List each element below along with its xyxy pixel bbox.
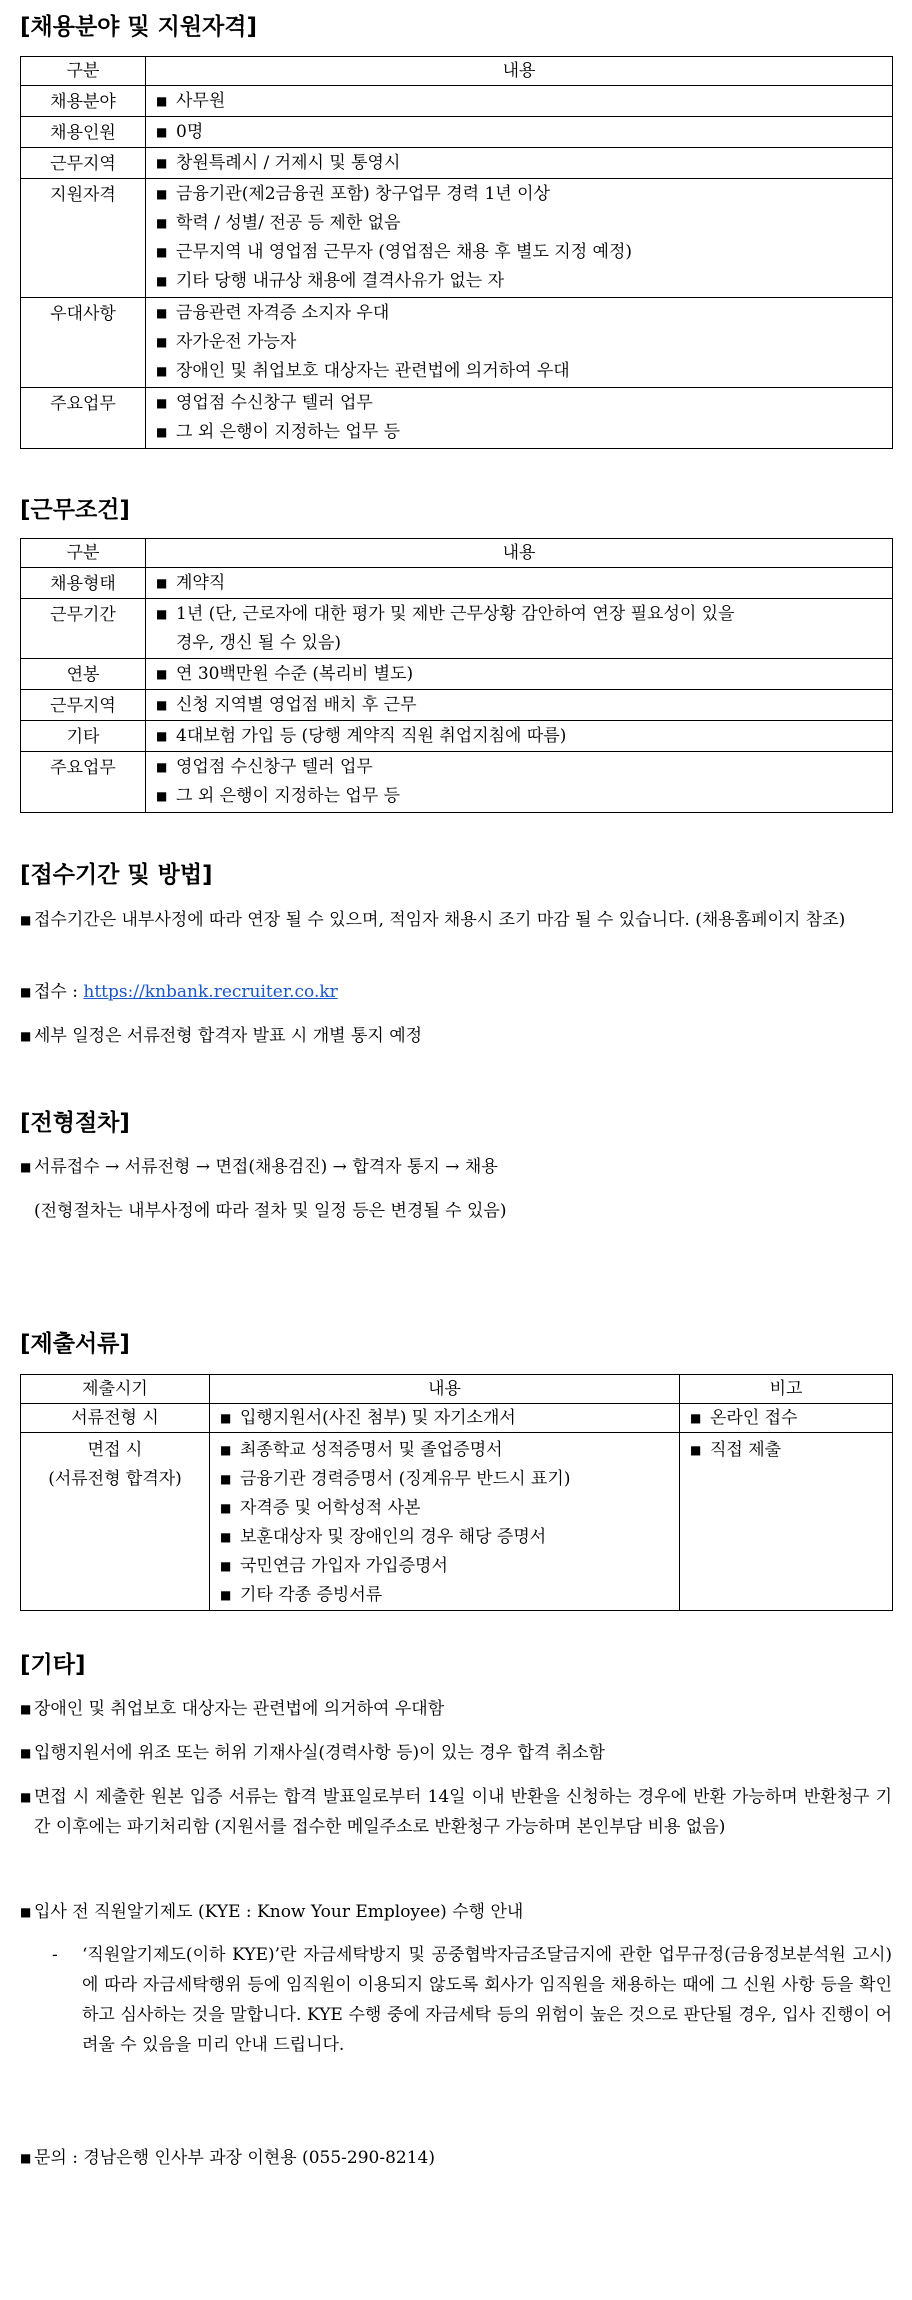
schedule-notice-text: ■ 세부 일정은 서류전형 합격자 발표 시 개별 통지 예정	[20, 1026, 423, 1046]
row-item: ■ 영업점 수신창구 텔러 업무	[156, 757, 373, 777]
row-label: 채용인원	[21, 117, 146, 148]
process-flow: ■ 서류접수 → 서류전형 → 면접(채용검진) → 합격자 통지 → 채용	[20, 1157, 498, 1177]
row-label: 주요업무	[21, 752, 146, 813]
row-item: ■ 학력 / 성별/ 전공 등 제한 없음	[156, 213, 401, 233]
row-item: ■ 보훈대상자 및 장애인의 경우 해당 증명서	[220, 1527, 547, 1547]
kye-explanation: - ‘직원알기제도(이하 KYE)’란 자금세탁방지 및 공중협박자금조달금지에 관한 업무규정(금융정보분석원 고시)에 따라 자금세탁행위 등에 임직원이 이용되지 않도록 회사가 임직원을 채용하는 때에 그 신원 사항 등을 확인하고 심사하는 것을 말합니다. KYE 수행 중에 자금세탁 등의 위험이 높은 것으로 판단될 경우, 입사 진행이 어려울 수 있음을 미리 안내 드립니다.	[52, 1945, 892, 2055]
row-label: 우대사항	[21, 298, 146, 388]
row-item: ■ 금융기관 경력증명서 (징계유무 반드시 표기)	[220, 1469, 571, 1489]
row-item: ■ 그 외 은행이 지정하는 업무 등	[156, 422, 401, 442]
table-header: 비고	[680, 1375, 893, 1404]
row-label: 근무지역	[21, 148, 146, 179]
row-item: ■ 금융관련 자격증 소지자 우대	[156, 303, 390, 323]
etc-item: ■ 입행지원서에 위조 또는 허위 기재사실(경력사항 등)이 있는 경우 합격 취소함	[20, 1743, 605, 1763]
table-header: 구분	[21, 57, 146, 86]
row-label: 연봉	[21, 659, 146, 690]
row-note: ■ 직접 제출	[690, 1440, 782, 1460]
row-item: ■ 신청 지역별 영업점 배치 후 근무	[156, 695, 417, 715]
section-recruitment	[20, 10, 257, 44]
row-note: ■ 온라인 접수	[690, 1408, 798, 1428]
row-item: ■ 영업점 수신창구 텔러 업무	[156, 393, 373, 413]
row-label: 지원자격	[21, 179, 146, 298]
row-item: ■ 1년 (단, 근로자에 대한 평가 및 제반 근무상황 감안하여 연장 필요성이 있을	[156, 604, 735, 624]
row-item: ■ 입행지원서(사진 첨부) 및 자기소개서	[220, 1408, 516, 1428]
row-item: ■ 자격증 및 어학성적 사본	[220, 1498, 421, 1518]
row-item: ■ 자가운전 가능자	[156, 332, 297, 352]
row-item: ■ 기타 당행 내규상 채용에 결격사유가 없는 자	[156, 271, 505, 291]
row-item: ■ 4대보험 가입 등 (당행 계약직 직원 취업지침에 따름)	[156, 726, 567, 746]
etc-item: ■ 입사 전 직원알기제도 (KYE : Know Your Employee) 수행 안내	[20, 1902, 524, 1922]
section-title-etc: [기타]	[20, 1652, 86, 1678]
row-label: 면접 시	[87, 1440, 143, 1460]
row-item-continued: 경우, 갱신 될 수 있음)	[176, 633, 342, 653]
row-item: ■ 국민연금 가입자 가입증명서	[220, 1556, 448, 1576]
section-title-conditions: [근무조건]	[20, 497, 130, 523]
row-label: 채용형태	[21, 568, 146, 599]
row-label: 근무지역	[21, 690, 146, 721]
etc-item: ■ 면접 시 제출한 원본 입증 서류는 합격 발표일로부터 14일 이내 반환을 신청하는 경우에 반환 가능하며 반환청구 기간 이후에는 파기처리함 (지원서를 접수한 메일주소로 반환청구 가능하며 본인부담 비용 없음)	[20, 1787, 892, 1837]
etc-item: ■ 장애인 및 취업보호 대상자는 관련법에 의거하여 우대함	[20, 1699, 445, 1719]
application-period-text: ■ 접수기간은 내부사정에 따라 연장 될 수 있으며, 적임자 채용시 조기 마감 될 수 있습니다. (채용홈페이지 참조)	[20, 910, 846, 930]
process-note: (전형절차는 내부사정에 따라 절차 및 일정 등은 변경될 수 있음)	[34, 1201, 507, 1221]
row-item: ■ 금융기관(제2금융권 포함) 창구업무 경력 1년 이상	[156, 184, 550, 204]
table-header: 내용	[146, 57, 893, 86]
row-item: ■ 그 외 은행이 지정하는 업무 등	[156, 786, 401, 806]
row-label: 채용분야	[21, 86, 146, 117]
application-link-line: ■ 접수 : https://knbank.recruiter.co.kr	[20, 982, 338, 1002]
row-item: ■ 근무지역 내 영업점 근무자 (영업점은 채용 후 별도 지정 예정)	[156, 242, 633, 262]
table-header: 구분	[21, 539, 146, 568]
documents-table	[20, 1374, 893, 1611]
row-label: 주요업무	[21, 388, 146, 449]
section-title-process: [전형절차]	[20, 1110, 130, 1136]
row-item: ■ 기타 각종 증빙서류	[220, 1585, 383, 1605]
row-item: ■ 최종학교 성적증명서 및 졸업증명서	[220, 1440, 503, 1460]
row-item: ■ 0명	[156, 122, 204, 142]
section-title-recruitment: [채용분야 및 지원자격]	[20, 14, 258, 40]
recruit-site-link[interactable]: https://knbank.recruiter.co.kr	[83, 982, 338, 1002]
row-item: ■ 연 30백만원 수준 (복리비 별도)	[156, 664, 414, 684]
contact-line: ■ 문의 : 경남은행 인사부 과장 이현용 (055-290-8214)	[20, 2148, 435, 2168]
recruitment-table	[20, 56, 893, 449]
row-label-sub: (서류전형 합격자)	[48, 1469, 182, 1489]
row-label: 기타	[21, 721, 146, 752]
table-header: 내용	[210, 1375, 680, 1404]
row-item: ■ 창원특례시 / 거제시 및 통영시	[156, 153, 401, 173]
table-header: 내용	[146, 539, 893, 568]
row-item: ■ 장애인 및 취업보호 대상자는 관련법에 의거하여 우대	[156, 361, 570, 381]
row-item: ■ 사무원	[156, 91, 226, 111]
section-title-application: [접수기간 및 방법]	[20, 862, 213, 888]
section-title-documents: [제출서류]	[20, 1331, 130, 1357]
row-item: ■ 계약직	[156, 573, 226, 593]
row-label: 서류전형 시	[21, 1404, 210, 1433]
conditions-table	[20, 538, 893, 813]
row-label: 근무기간	[21, 599, 146, 659]
table-header: 제출시기	[21, 1375, 210, 1404]
